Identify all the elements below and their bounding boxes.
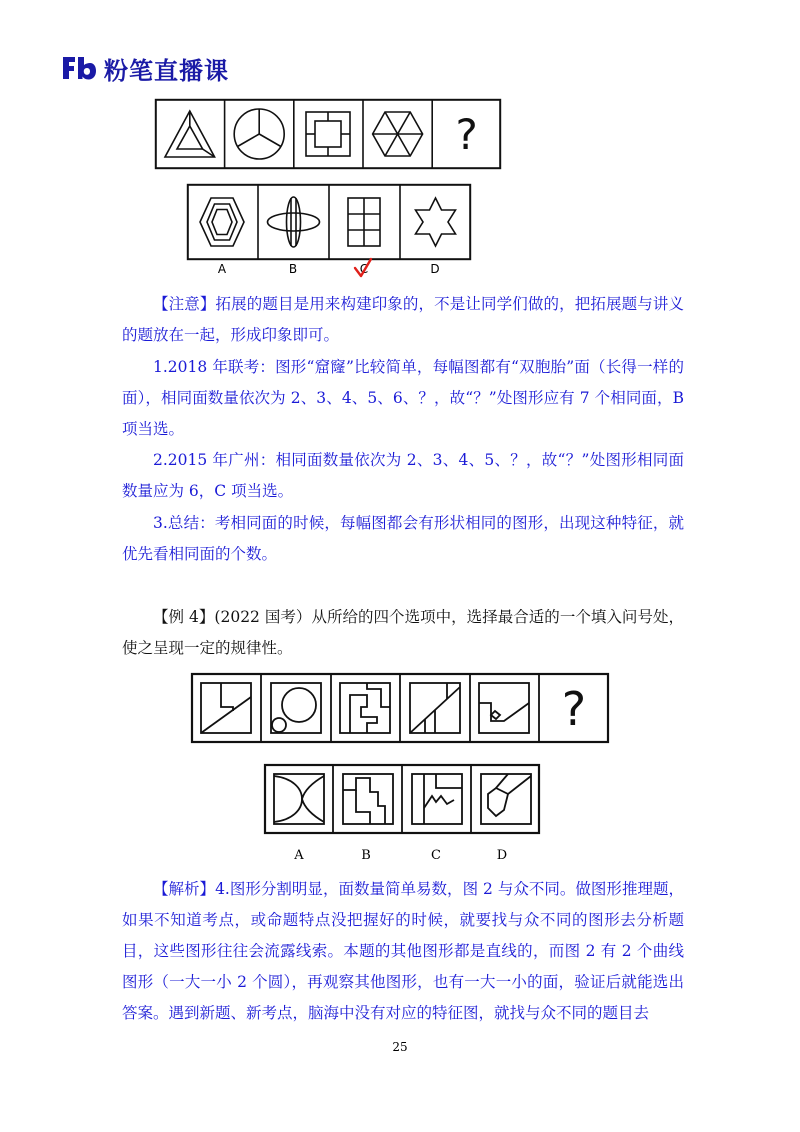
brand-name: 粉笔直播课 — [104, 56, 229, 85]
hexagon-figure — [373, 112, 423, 156]
option2-a-figure — [274, 774, 324, 824]
option-b-figure — [268, 197, 320, 247]
analysis-text: 4.图形分割明显，面数量简单易数，图 2 与众不同。做图形推理题，如果不知道考点，或命题特点没把握好的时候，就要找与众不同的图形去分析题目，这些图形往往会流露线索。本题的其他图形都是直线的，而图 2 有 2 个曲线图形（一大一小 2 个圆），再观察其他图形，也有一大一小的面，验证后就能选出答案。遇到新题、新考点，脑海中没有对应的特征图，就找与众不同的题目去 — [122, 880, 684, 1022]
option-c-figure — [348, 198, 380, 246]
circle-figure — [234, 109, 284, 159]
analysis-label: 【解析】 — [153, 880, 216, 898]
analysis-paragraph — [122, 874, 684, 1029]
puzzle2-question-row — [191, 673, 609, 743]
example-text: (2022 国考）从所给的四个选项中，选择最合适的一个填入问号处，使之呈现一定的规律性。 — [122, 608, 684, 657]
fig2-3 — [340, 683, 390, 733]
puzzle1-label-a: A — [217, 262, 227, 276]
fig2-4 — [410, 683, 460, 733]
option-d-figure — [416, 198, 456, 246]
note-item-1: 1.2018 年联考：图形“窟窿”比较简单，每幅图都有“双胞胎”面（长得一样的面），相同面数量依次为 2、3、4、5、6、？，故“？”处图形应有 7 个相同面，B 项当选。 — [122, 358, 684, 438]
fig2-2 — [271, 683, 321, 733]
puzzle1-question-mark: ? — [455, 110, 478, 159]
option2-c-figure — [412, 774, 462, 824]
puzzle1-label-c: C — [359, 262, 369, 276]
option2-b-figure — [343, 774, 393, 824]
fb-logo-icon — [60, 54, 98, 82]
page-number: 25 — [392, 1040, 408, 1054]
note-item-2: 2.2015 年广州：相同面数量依次为 2、3、4、5、？，故“？”处图形相同面数量应为 6，C 项当选。 — [122, 451, 684, 500]
squares-figure — [306, 112, 350, 156]
puzzle2-label-a: A — [294, 848, 304, 863]
fig2-1 — [201, 683, 251, 733]
note-label: 【注意】 — [153, 295, 216, 313]
triangle-figure — [165, 111, 215, 157]
brand-logo — [60, 52, 229, 84]
note-paragraph — [122, 289, 684, 351]
fig2-5 — [479, 683, 529, 733]
note-text: 拓展的题目是用来构建印象的，不是让同学们做的，把拓展题与讲义的题放在一起，形成印象即可。 — [122, 295, 684, 344]
option-a-figure — [200, 198, 244, 246]
puzzle1-label-d: D — [430, 262, 440, 276]
note-item-3: 3.总结：考相同面的时候，每幅图都会有形状相同的图形，出现这种特征，就优先看相同面的个数。 — [122, 514, 684, 563]
puzzle2-label-d: D — [496, 848, 508, 863]
puzzle1-label-b: B — [288, 262, 298, 276]
puzzle2-label-b: B — [361, 848, 371, 863]
option2-d-figure — [481, 774, 531, 824]
example-paragraph — [122, 602, 684, 664]
puzzle2-label-c: C — [431, 848, 441, 863]
puzzle2-options-row — [264, 764, 540, 834]
puzzle1-question-row — [155, 99, 501, 169]
puzzle1-options-row — [187, 184, 471, 260]
puzzle2-question-mark: ? — [561, 682, 587, 736]
check-mark-icon — [352, 257, 374, 279]
example-label: 【例 4】 — [153, 608, 215, 626]
